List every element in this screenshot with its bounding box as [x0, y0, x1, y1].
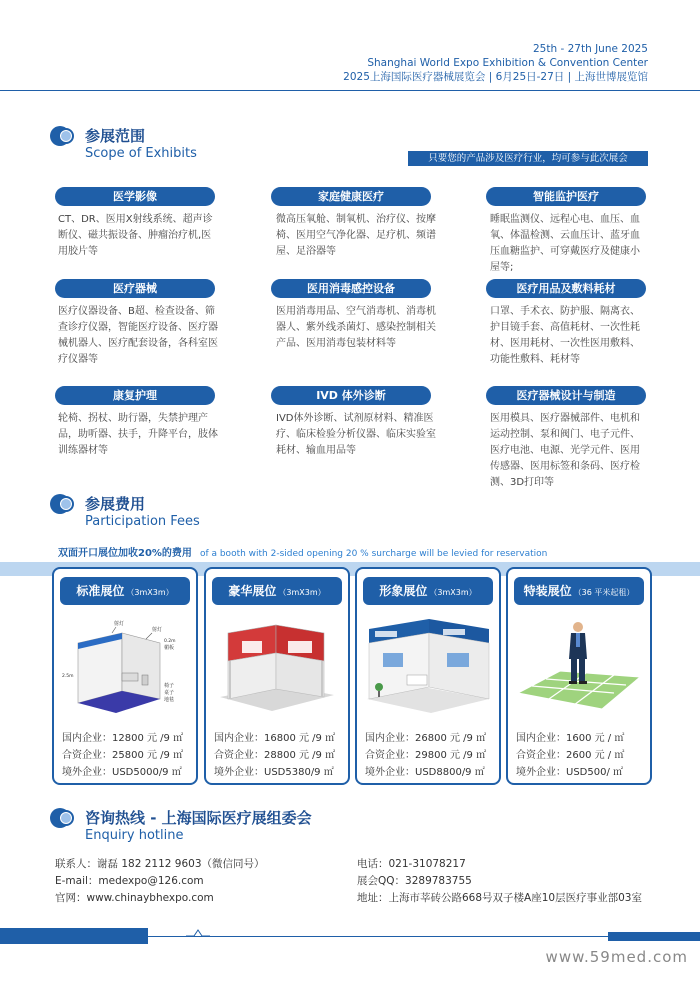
booth-card-standard — [52, 567, 198, 785]
category-label: 医疗器械设计与制造 — [486, 386, 646, 405]
contact-person: 联系人：谢磊 182 2112 9603（微信同号） — [55, 858, 265, 870]
booth-label — [514, 577, 644, 605]
booth-name: 形象展位 — [379, 584, 428, 598]
contact-right — [357, 856, 642, 907]
expo-header — [343, 42, 648, 84]
category-text: 轮椅、拐杖、助行器，失禁护理产品，助听器、扶手，升降平台，肢体训练器材等 — [58, 413, 218, 456]
price-joint-venture: 合资企业：29800 元 /9 ㎡ — [365, 750, 487, 761]
booth-label — [60, 577, 190, 605]
category-text: CT、DR、医用X射线系统、超声诊断仪、磁共振设备、肿瘤治疗机,医用胶片等 — [58, 214, 213, 257]
section-bullet-icon — [50, 494, 76, 514]
price-domestic: 国内企业：12800 元 /9 ㎡ — [62, 733, 184, 744]
fees-title: 参展费用 — [85, 495, 146, 513]
watermark: www.59med.com — [545, 948, 688, 966]
section-bullet-icon — [50, 808, 76, 828]
booth-card-image — [355, 567, 501, 785]
booth-name: 标准展位 — [76, 584, 125, 598]
booth-size: （36 平米起租） — [573, 588, 635, 597]
scope-note: 只要您的产品涉及医疗行业，均可参与此次展会 — [408, 151, 648, 166]
surcharge-note — [58, 544, 547, 559]
price-joint-venture: 合资企业：25800 元 /9 ㎡ — [62, 750, 184, 761]
label-chair: 椅子 — [164, 683, 175, 689]
category-text: 医疗仪器设备、B超、检查设备、筛查诊疗仪器，智能医疗设备、医疗器械机器人、医疗配套设备，各科室医疗仪器等 — [58, 306, 218, 365]
label-table: 桌子 — [164, 690, 175, 696]
category-text: 微高压氧舱、制氧机、治疗仪、按摩椅、医用空气净化器、足疗机、频谱屋、足浴器等 — [276, 214, 436, 257]
category-text: 医用模具、医疗器械部件、电机和运动控制、泵和阀门、电子元件、医疗电池、电源、光学元件、医用传感器、医用标签和条码、医疗检测、3D打印等 — [490, 413, 640, 488]
surcharge-en: of a booth with 2-sided opening 20 % surcharge will be levied for reservation — [199, 549, 548, 559]
footer-notch — [186, 928, 210, 942]
category-text: 口罩、手术衣、防护服、隔离衣、护目镜手套、高值耗材、一次性耗材、医用耗材、一次性医用敷料、功能性敷料、耗材等 — [490, 306, 640, 365]
label-carpet: 地毯 — [164, 697, 175, 703]
booth-card-special — [506, 567, 652, 785]
category-label: 医学影像 — [55, 187, 215, 206]
price-joint-venture: 合资企业：28800 元 /9 ㎡ — [214, 750, 336, 761]
contact-phone: 电话：021-31078217 — [357, 858, 466, 870]
category-text: IVD体外诊断、试剂原材料、精准医疗、临床检验分析仪器、临床实验室耗材、输血用品等 — [276, 413, 436, 456]
price-overseas: 境外企业：USD5380/9 ㎡ — [214, 767, 334, 778]
footer-rule — [148, 936, 608, 937]
special-booth-floor-image — [514, 613, 644, 717]
booth-size: （3mX3m） — [126, 588, 174, 597]
booth-name: 特装展位 — [523, 584, 572, 598]
standard-booth-diagram — [60, 613, 190, 717]
category-label: 家庭健康医疗 — [271, 187, 431, 206]
category-label: 智能监护医疗 — [486, 187, 646, 206]
price-joint-venture: 合资企业：2600 元 / ㎡ — [516, 750, 625, 761]
category-label: 康复护理 — [55, 386, 215, 405]
category-label: 医疗用品及敷料耗材 — [486, 279, 646, 298]
price-domestic: 国内企业：1600 元 / ㎡ — [516, 733, 625, 744]
surcharge-cn: 双面开口展位加收20%的费用 — [58, 548, 192, 559]
contact-website[interactable]: 官网：www.chinaybhexpo.com — [55, 892, 214, 904]
scope-title: 参展范围 — [85, 127, 146, 145]
fees-subtitle: Participation Fees — [85, 514, 200, 529]
booth-size: （3mX3m） — [278, 588, 326, 597]
header-rule — [0, 90, 700, 91]
category-label: IVD 体外诊断 — [271, 386, 431, 405]
label-spotlight: 射灯 — [152, 627, 163, 633]
contact-left — [55, 856, 265, 907]
price-domestic: 国内企业：16800 元 /9 ㎡ — [214, 733, 336, 744]
expo-dates: 25th - 27th June 2025 — [533, 43, 648, 55]
expo-title-cn: 2025上海国际医疗器械展览会 | 6月25日-27日 | 上海世博展览馆 — [343, 71, 648, 83]
category-text: 睡眠监测仪、远程心电、血压、血氧、体温检测、云血压计、蓝牙血压血糖监护、可穿戴医疗及健康小屋等; — [490, 214, 640, 273]
luxury-booth-image — [212, 613, 342, 717]
category-label: 医用消毒感控设备 — [271, 279, 431, 298]
price-overseas: 境外企业：USD5000/9 ㎡ — [62, 767, 182, 778]
scope-subtitle: Scope of Exhibits — [85, 146, 197, 161]
contact-qq: 展会QQ：3289783755 — [357, 875, 472, 887]
contact-email[interactable]: E-mail：medexpo@126.com — [55, 875, 204, 887]
enquiry-title: 咨询热线 - 上海国际医疗展组委会 — [85, 809, 312, 827]
booth-size: （3mX3m） — [429, 588, 477, 597]
label-spotlight: 射灯 — [114, 621, 125, 627]
booth-card-luxury — [204, 567, 350, 785]
price-overseas: 境外企业：USD8800/9 ㎡ — [365, 767, 485, 778]
label-height-top: 0.2m — [164, 639, 176, 644]
image-booth-photo — [363, 613, 493, 717]
booth-name: 豪华展位 — [228, 584, 277, 598]
price-overseas: 境外企业：USD500/ ㎡ — [516, 767, 624, 778]
booth-label — [363, 577, 493, 605]
footer-bar-left — [0, 928, 148, 944]
contact-address: 地址：上海市莘砖公路668号双子楼A座10层医疗事业部03室 — [357, 892, 642, 904]
enquiry-subtitle: Enquiry hotline — [85, 828, 184, 843]
section-bullet-icon — [50, 126, 76, 146]
expo-venue: Shanghai World Expo Exhibition & Convention Center — [367, 57, 648, 69]
booth-label — [212, 577, 342, 605]
footer-bar-right — [608, 932, 700, 941]
label-height: 2.5m — [62, 674, 74, 679]
label-fascia: 楣板 — [164, 645, 175, 651]
category-text: 医用消毒用品、空气消毒机、消毒机器人、紫外线杀菌灯、感染控制相关产品、医用消毒包装材料等 — [276, 306, 436, 349]
price-domestic: 国内企业：26800 元 /9 ㎡ — [365, 733, 487, 744]
category-label: 医疗器械 — [55, 279, 215, 298]
